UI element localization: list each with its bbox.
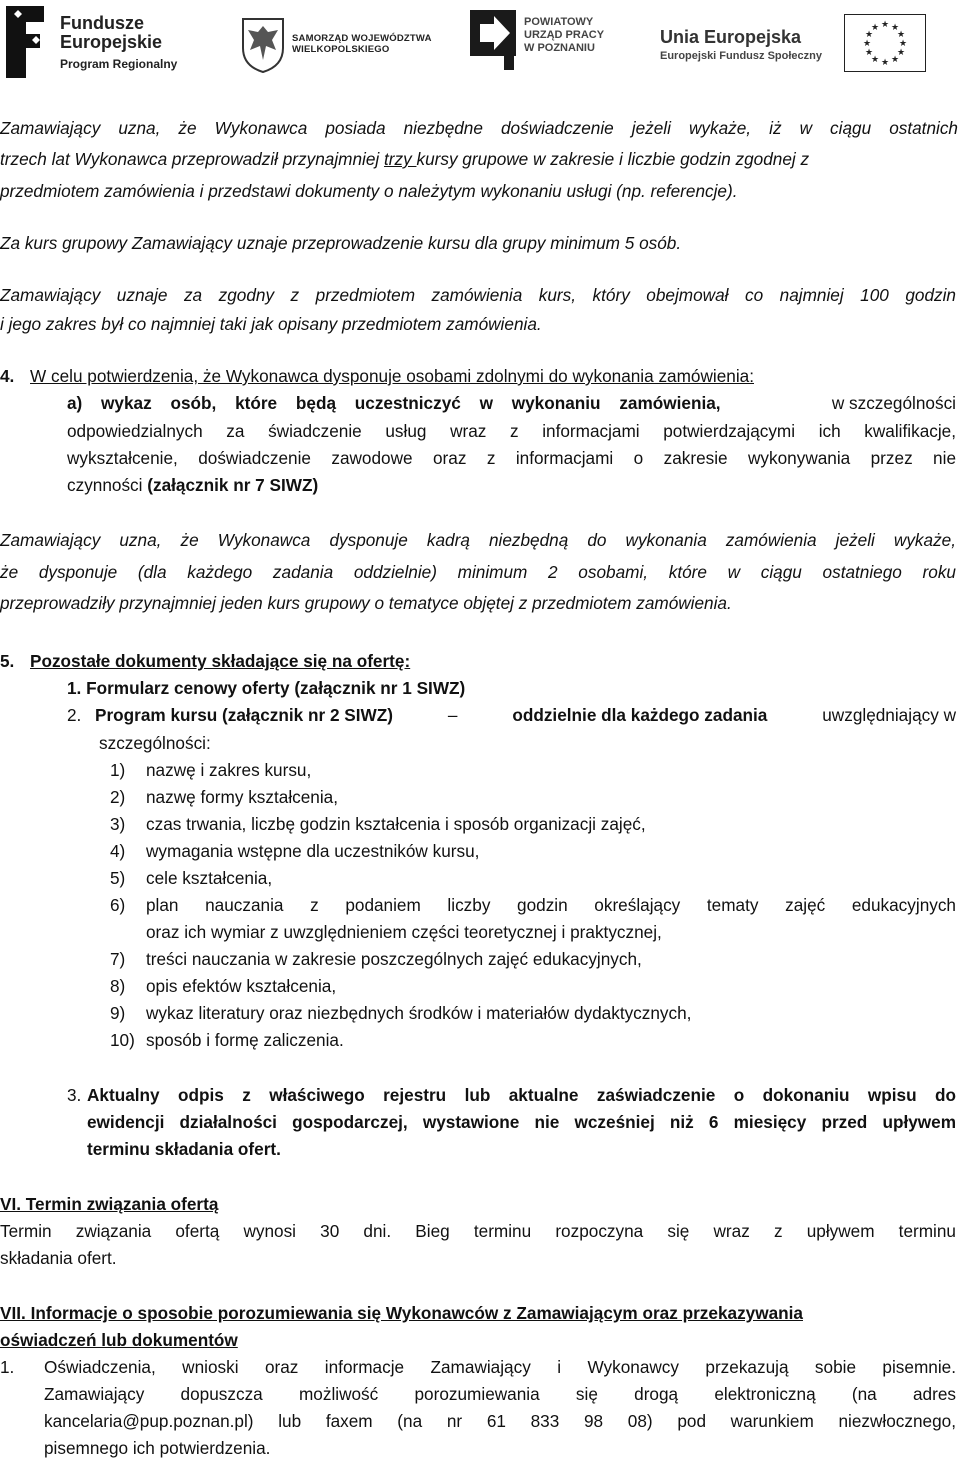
- logo-line: SAMORZĄD WOJEWÓDZTWA: [292, 33, 432, 44]
- sub-list-item: oraz ich wymiar z uwzględnieniem części teoretycznej i praktycznej,: [146, 922, 662, 942]
- svg-text:★: ★: [870, 23, 880, 33]
- sub-list-number: 4): [110, 841, 126, 861]
- text-line: [0, 148, 958, 170]
- text-line: [67, 474, 318, 496]
- logo-line: Europejski Fundusz Społeczny: [660, 50, 822, 62]
- bold-text: oddzielnie dla każdego zadania: [512, 705, 768, 725]
- text-line: Zamawiający uzna, że Wykonawca posiada niezbędne doświadczenie jeżeli wykaże, iż w ciągu ostatnich: [0, 118, 958, 138]
- logo-line: POWIATOWY: [524, 16, 594, 28]
- text-span: uwzględniający w: [822, 705, 956, 725]
- text-line: składania ofert.: [0, 1248, 117, 1268]
- sub-list-item: nazwę formy kształcenia,: [146, 787, 338, 807]
- logo-line: W POZNANIU: [524, 42, 595, 54]
- section-title: Pozostałe dokumenty składające się na ofertę:: [30, 651, 411, 671]
- sub-list-number: 10): [110, 1030, 135, 1050]
- logo-line: Europejskie: [60, 32, 163, 52]
- svg-text:★: ★: [890, 55, 900, 65]
- list-number: 1.: [0, 1357, 15, 1377]
- text-span: czynności: [67, 475, 148, 495]
- logo-line: Fundusze: [60, 13, 144, 33]
- text-line: Za kurs grupowy Zamawiający uznaje przeprowadzenie kursu dla grupy minimum 5 osób.: [0, 233, 682, 253]
- fe-emblem-icon: [4, 4, 54, 80]
- text-line: [67, 392, 956, 414]
- text-span: w szczególności: [831, 393, 956, 413]
- svg-text:★: ★: [896, 30, 906, 40]
- logo-line: URZĄD PRACY: [524, 29, 605, 41]
- sub-list-number: 9): [110, 1003, 126, 1023]
- powiatowy-urzad-pracy-logo: [468, 6, 618, 76]
- underlined-text: trzy: [384, 149, 417, 169]
- text-line: że dysponuje (dla każdego zadania oddzielnie) minimum 2 osobami, które w ciągu ostatniego roku: [0, 562, 956, 582]
- sub-list-item: wykaz literatury oraz niezbędnych środków i materiałów dydaktycznych,: [146, 1003, 692, 1023]
- section-title: oświadczeń lub dokumentów: [0, 1330, 238, 1350]
- bold-text: Program kursu (załącznik nr 2 SIWZ): [95, 705, 393, 725]
- eagle-crest-icon: [240, 16, 286, 74]
- unia-europejska-logo: [660, 14, 926, 74]
- svg-text:★: ★: [880, 20, 890, 30]
- text-line: Aktualny odpis z właściwego rejestru lub aktualne zaświadczenie o dokonaniu wpisu do: [87, 1085, 956, 1105]
- text-line: Zamawiający uzna, że Wykonawca dysponuje kadrą niezbędną do wykonania zamówienia jeżeli wykaże,: [0, 530, 956, 550]
- svg-text:★: ★: [862, 39, 872, 49]
- header-logos: [0, 0, 960, 90]
- sub-list-item: czas trwania, liczbę godzin kształcenia i sposób organizacji zajęć,: [146, 814, 646, 834]
- section-title: VII. Informacje o sposobie porozumiewania się Wykonawców z Zamawiającym oraz przekazywania: [0, 1303, 803, 1323]
- section-title: W celu potwierdzenia, że Wykonawca dysponuje osobami zdolnymi do wykonania zamówienia:: [30, 366, 754, 386]
- text-line: odpowiedzialnych za świadczenie usług wraz z informacjami potwierdzającymi ich kwalifikacje,: [67, 421, 956, 441]
- sub-list-number: 3): [110, 814, 126, 834]
- sub-list-item: nazwę i zakres kursu,: [146, 760, 312, 780]
- sub-list-item: wymagania wstępne dla uczestników kursu,: [146, 841, 480, 861]
- list-item: 1. Formularz cenowy oferty (załącznik nr 1 SIWZ): [67, 678, 466, 698]
- section-number: 4.: [0, 366, 15, 386]
- bold-text: (załącznik nr 7 SIWZ): [147, 475, 319, 495]
- text-span: –: [447, 705, 458, 725]
- text-line: ewidencji działalności gospodarczej, wystawione nie wcześniej niż 6 miesięcy przed upływem: [87, 1112, 956, 1132]
- text-line: szczególności:: [99, 733, 211, 753]
- svg-text:★: ★: [896, 48, 906, 58]
- sub-list-item: cele kształcenia,: [146, 868, 273, 888]
- svg-text:★: ★: [864, 30, 874, 40]
- sub-list-number: 6): [110, 895, 126, 915]
- svg-text:★: ★: [864, 48, 874, 58]
- section-title: VI. Termin związania ofertą: [0, 1194, 219, 1214]
- sub-list-number: 5): [110, 868, 126, 888]
- sub-list-number: 1): [110, 760, 126, 780]
- eu-flag-icon: [844, 14, 926, 72]
- section-number: 5.: [0, 651, 15, 671]
- svg-text:★: ★: [870, 55, 880, 65]
- fundusze-europejskie-logo: [4, 4, 194, 80]
- svg-text:★: ★: [880, 58, 890, 68]
- sub-list-item: opis efektów kształcenia,: [146, 976, 337, 996]
- sub-list-item: sposób i formę zaliczenia.: [146, 1030, 344, 1050]
- sub-list-number: 8): [110, 976, 126, 996]
- text-span: kursy grupowe w zakresie i liczbie godzin zgodnej z: [416, 149, 810, 169]
- text-line: pisemnego ich potwierdzenia.: [44, 1438, 271, 1458]
- text-line: Zamawiający dopuszcza możliwość porozumiewania się drogą elektroniczną (na adres: [44, 1384, 956, 1404]
- text-line: przedmiotem zamówienia i przedstawi dokumenty o należytym wykonaniu usługi (np. referencje).: [0, 181, 738, 201]
- text-line: [95, 704, 956, 726]
- list-number: 3.: [67, 1085, 82, 1105]
- text-line: i jego zakres był co najmniej taki jak opisany przedmiotem zamówienia.: [0, 314, 542, 334]
- sub-list-number: 2): [110, 787, 126, 807]
- text-line: terminu składania ofert.: [87, 1139, 281, 1159]
- svg-text:★: ★: [890, 23, 900, 33]
- text-line: Termin związania ofertą wynosi 30 dni. Bieg terminu rozpoczyna się wraz z upływem terminu: [0, 1221, 956, 1241]
- sub-list-number: 7): [110, 949, 126, 969]
- text-line: Oświadczenia, wnioski oraz informacje Zamawiający i Wykonawcy przekazują sobie pisemnie.: [44, 1357, 956, 1377]
- sub-list-item: plan nauczania z podaniem liczby godzin określający tematy zajęć edukacyjnych: [146, 895, 956, 915]
- logo-line: Program Regionalny: [60, 57, 178, 71]
- samorzad-wielkopolski-logo: [240, 16, 440, 74]
- text-line: wykształcenie, doświadczenie zawodowe oraz z informacjami o zakresie wykonywania przez nie: [67, 448, 956, 468]
- text-line: kancelaria@pup.poznan.pl) lub faxem (na nr 61 833 98 08) pod warunkiem niezwłocznego,: [44, 1411, 956, 1431]
- bold-text: a) wykaz osób, które będą uczestniczyć w wykonaniu zamówienia,: [67, 393, 721, 413]
- svg-text:★: ★: [898, 39, 908, 49]
- arrow-sign-icon: [468, 6, 520, 72]
- text-span: trzech lat Wykonawca przeprowadził przynajmniej: [0, 149, 384, 169]
- list-number: 2.: [67, 705, 82, 725]
- logo-line: Unia Europejska: [660, 27, 802, 47]
- text-line: Zamawiający uznaje za zgodny z przedmiotem zamówienia kurs, który obejmował co najmniej 100 godzin: [0, 285, 956, 305]
- logo-line: WIELKOPOLSKIEGO: [292, 44, 390, 55]
- text-line: przeprowadziły przynajmniej jeden kurs grupowy o tematyce objętej z przedmiotem zamówienia.: [0, 593, 732, 613]
- sub-list-item: treści nauczania w zakresie poszczególnych zajęć edukacyjnych,: [146, 949, 642, 969]
